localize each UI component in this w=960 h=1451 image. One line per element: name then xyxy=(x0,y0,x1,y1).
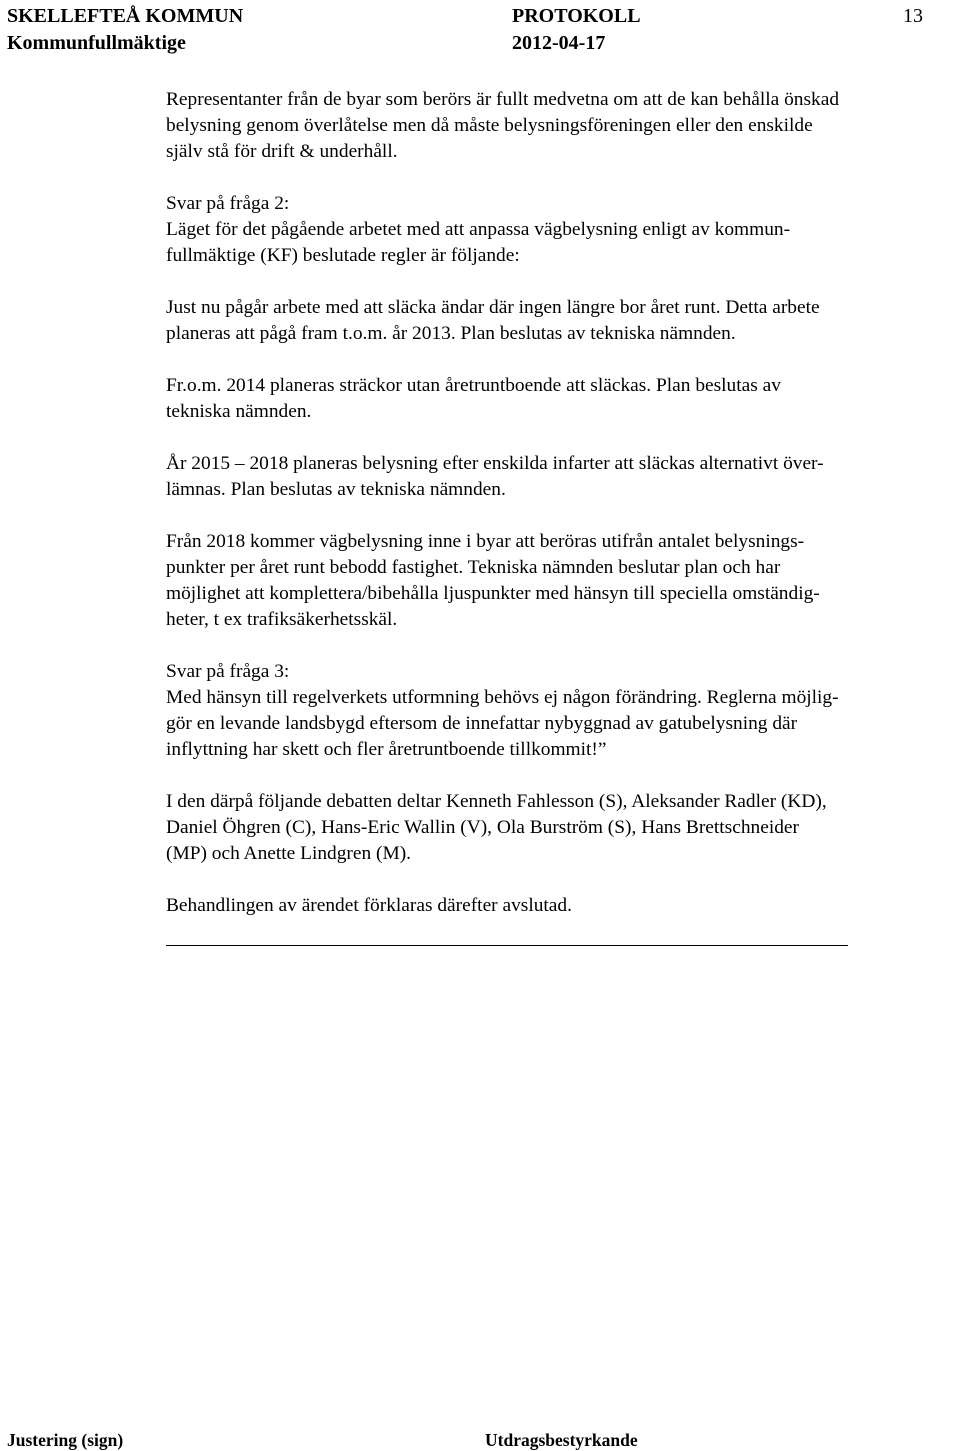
text-line: tekniska nämnden. xyxy=(166,401,312,422)
paragraph-from-2014 xyxy=(166,373,936,425)
text-line: själv stå för drift & underhåll. xyxy=(166,141,398,162)
text-line: Från 2018 kommer vägbelysning inne i byar att beröras utifrån antalet belysnings- xyxy=(166,531,805,552)
text-line: (MP) och Anette Lindgren (M). xyxy=(166,843,412,864)
paragraph-debate-participants xyxy=(166,789,936,867)
text-line: fullmäktige (KF) beslutade regler är följande: xyxy=(166,245,520,266)
footer-certification-label: Utdragsbestyrkande xyxy=(485,1430,638,1450)
paragraph-from-2018 xyxy=(166,529,936,633)
meeting-date: 2012-04-17 xyxy=(512,32,606,54)
text-line: Svar på fråga 3: xyxy=(166,661,290,682)
text-line: Daniel Öhgren (C), Hans-Eric Wallin (V), Ola Burström (S), Hans Brettschneider xyxy=(166,817,799,838)
text-line: möjlighet att komplettera/bibehålla ljuspunkter med hänsyn till speciella omständig- xyxy=(166,583,820,604)
footer-signature-label: Justering (sign) xyxy=(7,1430,124,1450)
text-line: gör en levande landsbygd eftersom de innefattar nybyggnad av gatubelysning där xyxy=(166,713,798,734)
paragraph-2015-2018 xyxy=(166,451,936,503)
text-line: punkter per året runt bebodd fastighet. Tekniska nämnden beslutar plan och har xyxy=(166,557,781,578)
text-line: planeras att pågå fram t.o.m. år 2013. Plan beslutas av tekniska nämnden. xyxy=(166,323,736,344)
text-line: I den därpå följande debatten deltar Kenneth Fahlesson (S), Aleksander Radler (KD), xyxy=(166,791,827,812)
text-line: heter, t ex trafiksäkerhetsskäl. xyxy=(166,609,398,630)
text-line: lämnas. Plan beslutas av tekniska nämnden. xyxy=(166,479,506,500)
committee-name: Kommunfullmäktige xyxy=(7,32,186,54)
document-type: PROTOKOLL xyxy=(512,5,641,27)
text-line: Fr.o.m. 2014 planeras sträckor utan åretruntboende att släckas. Plan beslutas av xyxy=(166,375,781,396)
paragraph-representatives xyxy=(166,87,936,165)
text-line: Representanter från de byar som berörs är fullt medvetna om att de kan behålla önskad xyxy=(166,89,840,110)
paragraph-conclusion xyxy=(166,893,936,919)
text-line: År 2015 – 2018 planeras belysning efter enskilda infarter att släckas alternativt över- xyxy=(166,453,824,474)
text-line: belysning genom överlåtelse men då måste belysningsföreningen eller den enskilde xyxy=(166,115,813,136)
text-line: Behandlingen av ärendet förklaras därefter avslutad. xyxy=(166,895,572,916)
page-number: 13 xyxy=(903,5,923,27)
text-line: Läget för det pågående arbetet med att anpassa vägbelysning enligt av kommun- xyxy=(166,219,791,240)
paragraph-current-work xyxy=(166,295,936,347)
municipality-name: SKELLEFTEÅ KOMMUN xyxy=(7,5,244,27)
paragraph-answer-question-3 xyxy=(166,659,936,763)
text-line: Just nu pågår arbete med att släcka ändar där ingen längre bor året runt. Detta arbete xyxy=(166,297,820,318)
text-line: inflyttning har skett och fler åretruntboende tillkommit!” xyxy=(166,739,607,760)
paragraph-answer-question-2 xyxy=(166,191,936,269)
section-divider xyxy=(166,945,848,946)
text-line: Svar på fråga 2: xyxy=(166,193,290,214)
protocol-body xyxy=(166,87,936,945)
text-line: Med hänsyn till regelverkets utformning behövs ej någon förändring. Reglerna möjlig- xyxy=(166,687,839,708)
